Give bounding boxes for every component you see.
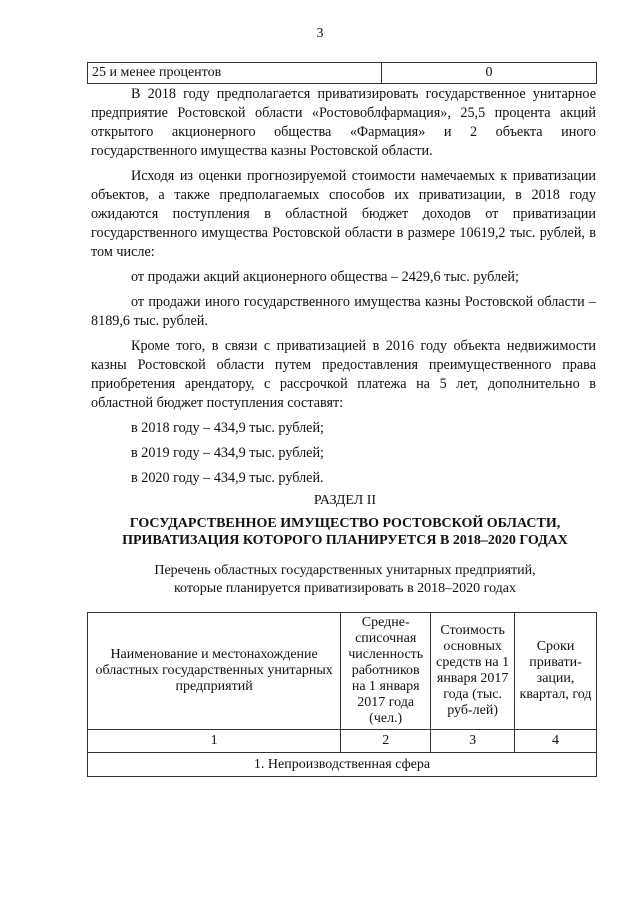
column-number: 4 xyxy=(515,730,597,753)
header-fixed-assets: Стоимость основных средств на 1 января 2017 года (тыс. руб-лей) xyxy=(431,613,515,730)
section-title-line1: ГОСУДАРСТВЕННОЕ ИМУЩЕСТВО РОСТОВСКОЙ ОБЛАСТИ, xyxy=(129,516,561,531)
continuation-table xyxy=(87,62,597,84)
column-number: 1 xyxy=(88,730,341,753)
paragraph-shares-revenue: от продажи акций акционерного общества – 2429,6 тыс. рублей; xyxy=(131,269,519,285)
column-number-row xyxy=(88,730,597,753)
group-row-label: 1. Непроизводственная сфера xyxy=(88,753,597,777)
column-number: 2 xyxy=(341,730,431,753)
section-title-line2: ПРИВАТИЗАЦИЯ КОТОРОГО ПЛАНИРУЕТСЯ В 2018–2020 ГОДАХ xyxy=(122,533,568,548)
share-category-cell: 25 и менее процентов xyxy=(88,63,382,84)
paragraph-year-2019: в 2019 году – 434,9 тыс. рублей; xyxy=(131,445,324,461)
paragraph-installment: Кроме того, в связи с приватизацией в 2016 году объекта недвижимости казны Ростовской области путем предоставления преимущественного права приобретения арендатору, с рассрочкой платежа на 5 лет, дополнительно в областной бюджет поступления составят: xyxy=(91,338,596,411)
header-headcount: Средне-списочная численность работников на 1 января 2017 года (чел.) xyxy=(341,613,431,730)
table-caption-line1: Перечень областных государственных унитарных предприятий, xyxy=(154,563,536,578)
column-number: 3 xyxy=(431,730,515,753)
page-number: 3 xyxy=(316,26,324,41)
body-paragraphs xyxy=(91,85,596,488)
table-header-row xyxy=(88,613,597,730)
share-value-cell: 0 xyxy=(382,63,597,84)
paragraph-revenue-forecast: Исходя из оценки прогнозируемой стоимости намечаемых к приватизации объектов, а также предполагаемых способов их приватизации, в 2018 году ожидаются поступления в областной бюджет доходов от приватизации государственного имущества Ростовской области в размере 10619,2 тыс. рублей, в том числе: xyxy=(91,168,596,260)
section-label: РАЗДЕЛ II xyxy=(313,493,377,508)
paragraph-privatization-plan: В 2018 году предполагается приватизировать государственное унитарное предприятие Ростовской области «Ростовоблфармация», 25,5 процента акций открытого акционерного общества «Фармация» и 2 объекта иного государственного имущества казны Ростовской области. xyxy=(91,86,596,159)
header-privatization-term: Сроки привати-зации, квартал, год xyxy=(515,613,597,730)
paragraph-year-2020: в 2020 году – 434,9 тыс. рублей. xyxy=(131,470,324,486)
group-row xyxy=(88,753,597,777)
paragraph-year-2018: в 2018 году – 434,9 тыс. рублей; xyxy=(131,420,324,436)
header-name-location: Наименование и местонахождение областных государственных унитарных предприятий xyxy=(88,613,341,730)
enterprises-table xyxy=(87,612,597,777)
paragraph-property-revenue: от продажи иного государственного имущества казны Ростовской области – 8189,6 тыс. рублей. xyxy=(91,294,596,329)
table-row xyxy=(88,63,597,84)
table-caption-line2: которые планируется приватизировать в 2018–2020 годах xyxy=(173,581,517,596)
